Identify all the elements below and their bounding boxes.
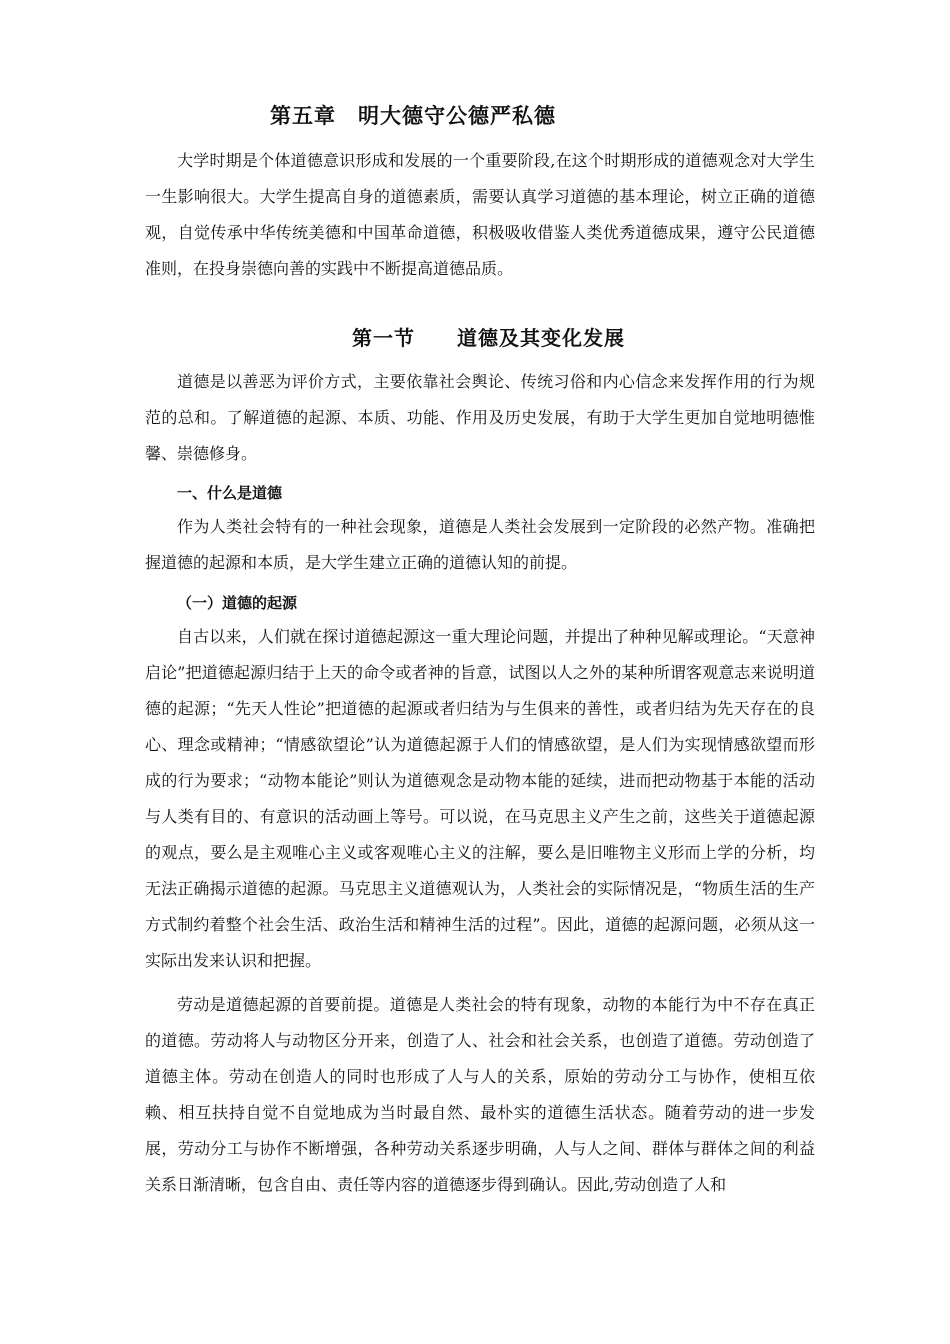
subsection-paragraph: 作为人类社会特有的一种社会现象，道德是人类社会发展到一定阶段的必然产物。准确把握道德的起源和本质，是大学生建立正确的道德认知的前提。 <box>145 517 815 572</box>
sub-subsection-heading: （一）道德的起源 <box>177 594 298 612</box>
origin-paragraph-1: 自古以来，人们就在探讨道德起源这一重大理论问题，并提出了种种见解或理论。“天意神启论”把道德起源归结于上天的命令或者神的旨意，试图以人之外的某种所谓客观意志来说明道德的起源；“先天人性论”把道德的起源或者归结为与生俱来的善性，或者归结为先天存在的良心、理念或精神；“情感欲望论”认为道德起源于人们的情感欲望，是人们为实现情感欲望而形成的行为要求；“动物本能论”则认为道德观念是动物本能的延续，进而把动物基于本能的活动与人类有目的、有意识的活动画上等号。可以说，在马克思主义产生之前，这些关于道德起源的观点，要么是主观唯心主义或客观唯心主义的注解，要么是旧唯物主义形而上学的分析，均无法正确揭示道德的起源。马克思主义道德观认为，人类社会的实际情况是，“物质生活的生产方式制约着整个社会生活、政治生活和精神生活的过程”。因此，道德的起源问题，必须从这一实际出发来认识和把握。 <box>145 627 815 970</box>
chapter-title: 第五章 明大德守公德严私德 <box>270 104 556 128</box>
section-title: 第一节 道德及其变化发展 <box>352 326 625 350</box>
section-intro-paragraph: 道德是以善恶为评价方式，主要依靠社会舆论、传统习俗和内心信念来发挥作用的行为规范的总和。了解道德的起源、本质、功能、作用及历史发展，有助于大学生更加自觉地明德惟馨、崇德修身。 <box>145 372 815 463</box>
subsection-heading: 一、什么是道德 <box>177 484 283 502</box>
chapter-intro-paragraph: 大学时期是个体道德意识形成和发展的一个重要阶段,在这个时期形成的道德观念对大学生一生影响很大。大学生提高自身的道德素质，需要认真学习道德的基本理论，树立正确的道德观，自觉传承中华传统美德和中国革命道德，积极吸收借鉴人类优秀道德成果，遵守公民道德准则，在投身崇德向善的实践中不断提高道德品质。 <box>145 151 815 278</box>
origin-paragraph-2: 劳动是道德起源的首要前提。道德是人类社会的特有现象，动物的本能行为中不存在真正的道德。劳动将人与动物区分开来，创造了人、社会和社会关系，也创造了道德。劳动创造了道德主体。劳动在创造人的同时也形成了人与人的关系，原始的劳动分工与协作，使相互依赖、相互扶持自觉不自觉地成为当时最自然、最朴实的道德生活状态。随着劳动的进一步发展，劳动分工与协作不断增强，各种劳动关系逐步明确，人与人之间、群体与群体之间的利益关系日渐清晰，包含自由、责任等内容的道德逐步得到确认。因此,劳动创造了人和 <box>145 995 815 1194</box>
